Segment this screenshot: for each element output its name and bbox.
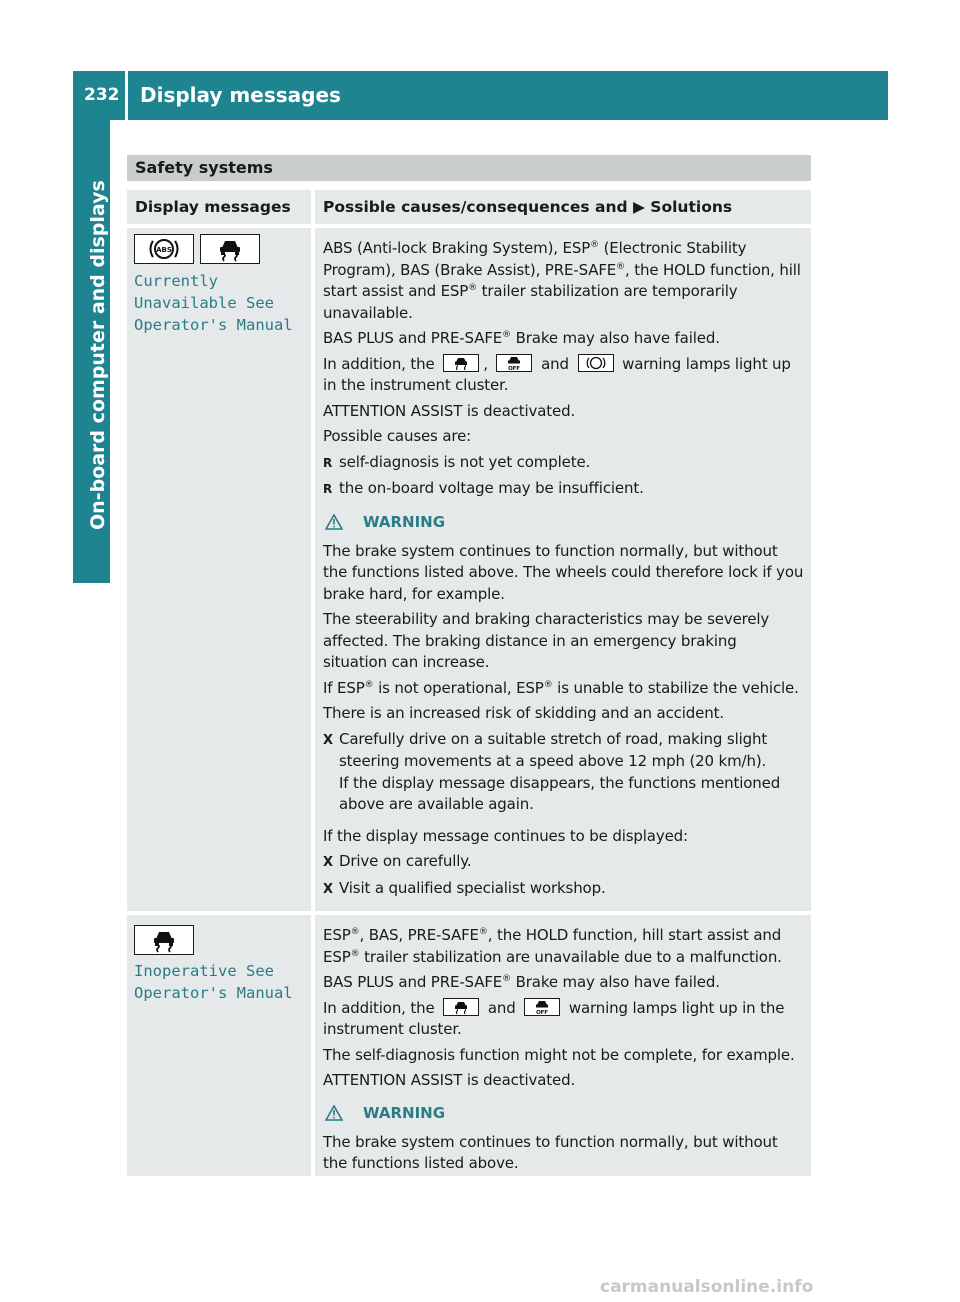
action-item	[323, 851, 804, 874]
action-item	[323, 878, 804, 901]
paragraph: The brake system continues to function normally, but without the functions listed above. The wheels could therefore lock if you brake hard, for example.	[323, 541, 804, 603]
esp-skid-icon	[443, 354, 479, 372]
paragraph: ABS (Anti-lock Braking System), ESP® (Electronic Stability Program), BAS (Brake Assist), PRE-SAFE®, the HOLD function, hill start assist and ESP® trailer stabilization are temporarily unavailable.	[323, 239, 801, 322]
watermark: carmanualsonline.info	[600, 1277, 814, 1297]
action-arrow-icon: X	[323, 732, 333, 748]
esp-skid-icon	[134, 925, 194, 955]
text-span: warning lamps light up in the instrument cluster.	[323, 354, 791, 394]
display-icons	[134, 925, 200, 955]
warning-label: WARNING	[363, 1103, 446, 1122]
text-span: In addition, the	[323, 998, 435, 1017]
bullet-item: R self-diagnosis is not yet complete.	[323, 452, 804, 475]
esp-skid-icon	[443, 998, 479, 1016]
warning-heading	[325, 511, 804, 533]
causes-solutions-cell	[315, 915, 811, 1176]
paragraph: Possible causes are:	[323, 427, 472, 445]
paragraph: ESP®, BAS, PRE-SAFE®, the HOLD function, hill start assist and ESP® trailer stabilization are unavailable due to a malfunction.	[323, 926, 782, 966]
column-header-causes-solutions: Possible causes/consequences and ▶ Solutions	[315, 190, 811, 224]
abs-warning-icon	[134, 234, 194, 264]
esp-off-icon	[524, 998, 560, 1016]
text-span: warning lamps light up in the instrument cluster.	[323, 998, 785, 1038]
display-message-text: Currently Unavailable See Operator's Manual	[134, 272, 293, 334]
display-message-cell	[127, 228, 311, 911]
paragraph: If the display message continues to be displayed:	[323, 826, 688, 845]
paragraph	[323, 998, 804, 1041]
page-header	[73, 71, 888, 120]
action-item	[323, 729, 804, 816]
display-icons	[134, 234, 266, 264]
paragraph	[323, 354, 804, 397]
text-span: and	[487, 998, 516, 1017]
paragraph: The steerability and braking characteristics may be severely affected. The braking distance in an emergency braking situation can increase.	[323, 610, 770, 671]
svg-text:OFF: OFF	[508, 366, 521, 371]
paragraph: BAS PLUS and PRE-SAFE® Brake may also have failed.	[323, 329, 720, 347]
page-title: Display messages	[140, 83, 341, 107]
warning-heading	[325, 1102, 804, 1124]
action-arrow-icon: X	[323, 855, 333, 870]
section-title: Safety systems	[127, 155, 811, 181]
paragraph: The self-diagnosis function might not be complete, for example.	[323, 1045, 795, 1064]
display-message-text: Inoperative See Operator's Manual	[134, 962, 293, 1002]
side-tab-label: On-board computer and displays	[87, 180, 109, 530]
action-text: Drive on carefully.	[339, 852, 472, 870]
paragraph: There is an increased risk of skidding and an accident.	[323, 704, 724, 722]
esp-skid-icon	[200, 234, 260, 264]
paragraph: ATTENTION ASSIST is deactivated.	[323, 1071, 576, 1089]
abs-warning-icon	[578, 354, 614, 372]
paragraph: ATTENTION ASSIST is deactivated.	[323, 401, 576, 420]
paragraph: BAS PLUS and PRE-SAFE® Brake may also have failed.	[323, 973, 720, 991]
warning-label: WARNING	[363, 512, 446, 531]
action-text: Carefully drive on a suitable stretch of road, making slight steering movements at a speed above 12 mph (20 km/h).	[339, 729, 768, 770]
action-arrow-icon: X	[323, 881, 333, 897]
paragraph: If ESP® is not operational, ESP® is unable to stabilize the vehicle.	[323, 678, 799, 697]
action-text: Visit a qualified specialist workshop.	[339, 878, 606, 897]
text-span: ,	[483, 354, 488, 373]
paragraph: The brake system continues to function normally, but without the functions listed above.	[323, 1132, 778, 1172]
page-number: 232	[84, 85, 120, 105]
causes-solutions-cell	[315, 228, 811, 911]
header-divider	[125, 71, 128, 120]
text-span: In addition, the	[323, 354, 435, 373]
warning-triangle-icon	[325, 514, 343, 530]
svg-text:ABS: ABS	[156, 246, 172, 254]
text-span: and	[541, 354, 569, 373]
esp-off-icon	[496, 354, 532, 372]
svg-text:OFF: OFF	[536, 1010, 549, 1015]
display-message-cell	[127, 915, 311, 1176]
action-result: If the display message disappears, the functions mentioned above are available again.	[339, 773, 781, 813]
warning-triangle-icon	[325, 1105, 343, 1121]
column-header-display-messages: Display messages	[127, 190, 311, 224]
bullet-item: R the on-board voltage may be insufficient.	[323, 478, 804, 501]
